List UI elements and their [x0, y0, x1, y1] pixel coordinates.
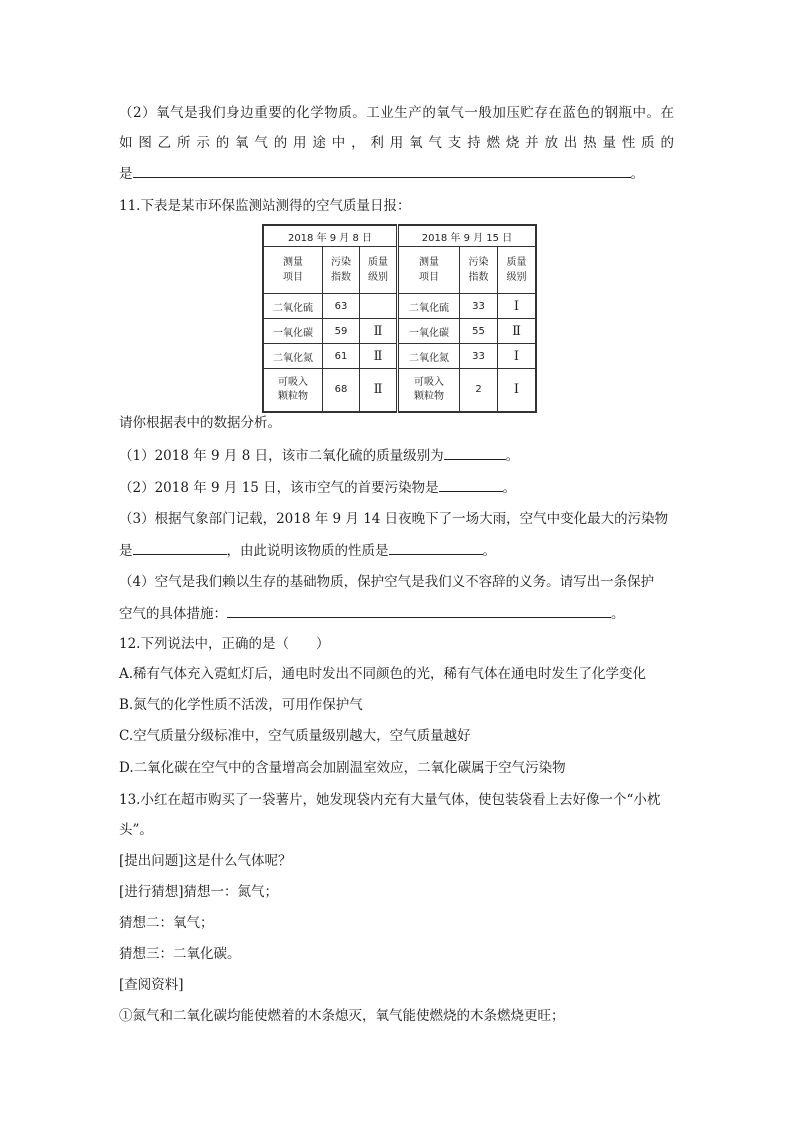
q10-line3-prefix: 是: [119, 166, 133, 182]
q11-p3-c: 。: [482, 543, 496, 559]
cell-item: 二氧化硫: [263, 294, 323, 319]
q11-p4-line1: （4）空气是我们赖以生存的基础物质，保护空气是我们义不容辞的义务。请写出一条保护: [119, 574, 655, 590]
header-item: 测量 项目: [398, 247, 460, 294]
q12-option-a[interactable]: A.稀有气体充入霓虹灯后，通电时发出不同颜色的光，稀有气体在通电时发生了化学变化: [119, 666, 647, 682]
q12-option-d[interactable]: D.二氧化碳在空气中的含量增高会加剧温室效应，二氧化碳属于空气污染物: [119, 760, 566, 776]
q11-p2-text: （2）2018 年 9 月 15 日，该市空气的首要污染物是: [119, 480, 439, 496]
answer-blank-q10[interactable]: [133, 163, 631, 178]
header-index: 污染 指数: [323, 247, 360, 294]
q11-p1-end: 。: [505, 448, 520, 464]
cell-grade: Ⅱ: [498, 319, 537, 344]
q12-stem: 12.下列说法中，正确的是（ ）: [119, 636, 330, 652]
cell-grade: Ⅰ: [498, 369, 537, 413]
q11-p2-end: 。: [502, 480, 517, 496]
cell-index: 63: [323, 294, 360, 319]
q10-part2-line1: （2）氧气是我们身边重要的化学物质。工业生产的氧气一般加压贮存在蓝色的钢瓶中。在: [119, 105, 674, 121]
cell-grade: Ⅱ: [360, 319, 398, 344]
q11-p4-prefix: 空气的具体措施：: [119, 606, 227, 622]
header-grade: 质量 级别: [498, 247, 537, 294]
cell-item: 可吸入 颗粒物: [398, 369, 460, 413]
cell-index: 59: [323, 319, 360, 344]
cell-grade: Ⅰ: [498, 344, 537, 369]
q11-p1: [119, 445, 519, 466]
cell-index: 68: [323, 369, 360, 413]
q13-guess1: [进行猜想]猜想一：氮气；: [119, 884, 279, 900]
q12-option-c[interactable]: C.空气质量分级标准中，空气质量级别越大，空气质量越好: [119, 728, 471, 744]
cell-index: 2: [460, 369, 498, 413]
cell-grade: Ⅱ: [360, 344, 398, 369]
q12-option-b[interactable]: B.氮气的化学性质不活泼，可用作保护气: [119, 697, 363, 713]
q10-line3-suffix: 。: [630, 166, 644, 182]
header-item: 测量 项目: [263, 247, 323, 294]
cell-item: 二氧化氮: [398, 344, 460, 369]
header-grade: 质量 级别: [360, 247, 398, 294]
cell-index: 55: [460, 319, 498, 344]
q11-p3-a: 是: [119, 543, 133, 559]
cell-grade-empty: [360, 294, 398, 319]
q11-p4-line2: [119, 603, 625, 624]
cell-grade: Ⅱ: [360, 369, 398, 413]
answer-blank-q11-4[interactable]: [227, 603, 611, 618]
q13-question: [提出问题]这是什么气体呢？: [119, 853, 292, 869]
q13-line2: 头”。: [119, 822, 153, 838]
q11-p2: [119, 477, 516, 498]
cell-item: 二氧化氮: [263, 344, 323, 369]
answer-blank-q11-1[interactable]: [444, 445, 506, 460]
cell-item: 可吸入 颗粒物: [263, 369, 323, 413]
q13-ref1: ①氮气和二氧化碳均能使燃着的木条熄灭，氧气能使燃烧的木条燃烧更旺；: [119, 1008, 565, 1024]
cell-index: 61: [323, 344, 360, 369]
answer-blank-q11-3a[interactable]: [133, 540, 227, 555]
q11-p3-line1: （3）根据气象部门记载，2018 年 9 月 14 日夜晚下了一场大雨，空气中变化最大的污染物: [119, 511, 669, 527]
q11-intro: 11.下表是某市环保监测站测得的空气质量日报：: [119, 198, 411, 214]
table-row: [263, 369, 536, 413]
q11-p3-b: ，由此说明该物质的性质是: [226, 543, 389, 559]
cell-grade: Ⅰ: [498, 294, 537, 319]
q11-p4-suffix: 。: [611, 606, 625, 622]
q11-p3-line2: [119, 540, 496, 561]
air-quality-table: [262, 224, 537, 413]
q11-analysis: 请你根据表中的数据分析。: [119, 415, 281, 431]
q10-part2-line3: [119, 163, 644, 184]
q13-ref-title: [查阅资料]: [119, 977, 184, 993]
table-date-left: 2018 年 9 月 8 日: [263, 225, 398, 247]
header-index: 污染 指数: [460, 247, 498, 294]
table-row: [263, 319, 536, 344]
q13-guess3: 猜想三：二氧化碳。: [119, 946, 241, 962]
cell-item: 一氧化碳: [263, 319, 323, 344]
cell-item: 二氧化硫: [398, 294, 460, 319]
answer-blank-q11-2[interactable]: [439, 477, 503, 492]
q13-line1: 13.小红在超市购买了一袋薯片，她发现袋内充有大量气体，使包装袋看上去好像一个“小枕: [119, 792, 661, 808]
table-row: [263, 294, 536, 319]
q11-p1-text: （1）2018 年 9 月 8 日，该市二氧化硫的质量级别为: [119, 448, 444, 464]
q10-part2-line2: 如图乙所示的氧气的用途中，利用氧气支持燃烧并放出热量性质的: [119, 135, 674, 151]
cell-item: 一氧化碳: [398, 319, 460, 344]
cell-index: 33: [460, 294, 498, 319]
answer-blank-q11-3b[interactable]: [389, 540, 483, 555]
table-date-right: 2018 年 9 月 15 日: [398, 225, 537, 247]
table-row: [263, 344, 536, 369]
cell-index: 33: [460, 344, 498, 369]
q13-guess2: 猜想二：氧气；: [119, 915, 214, 931]
